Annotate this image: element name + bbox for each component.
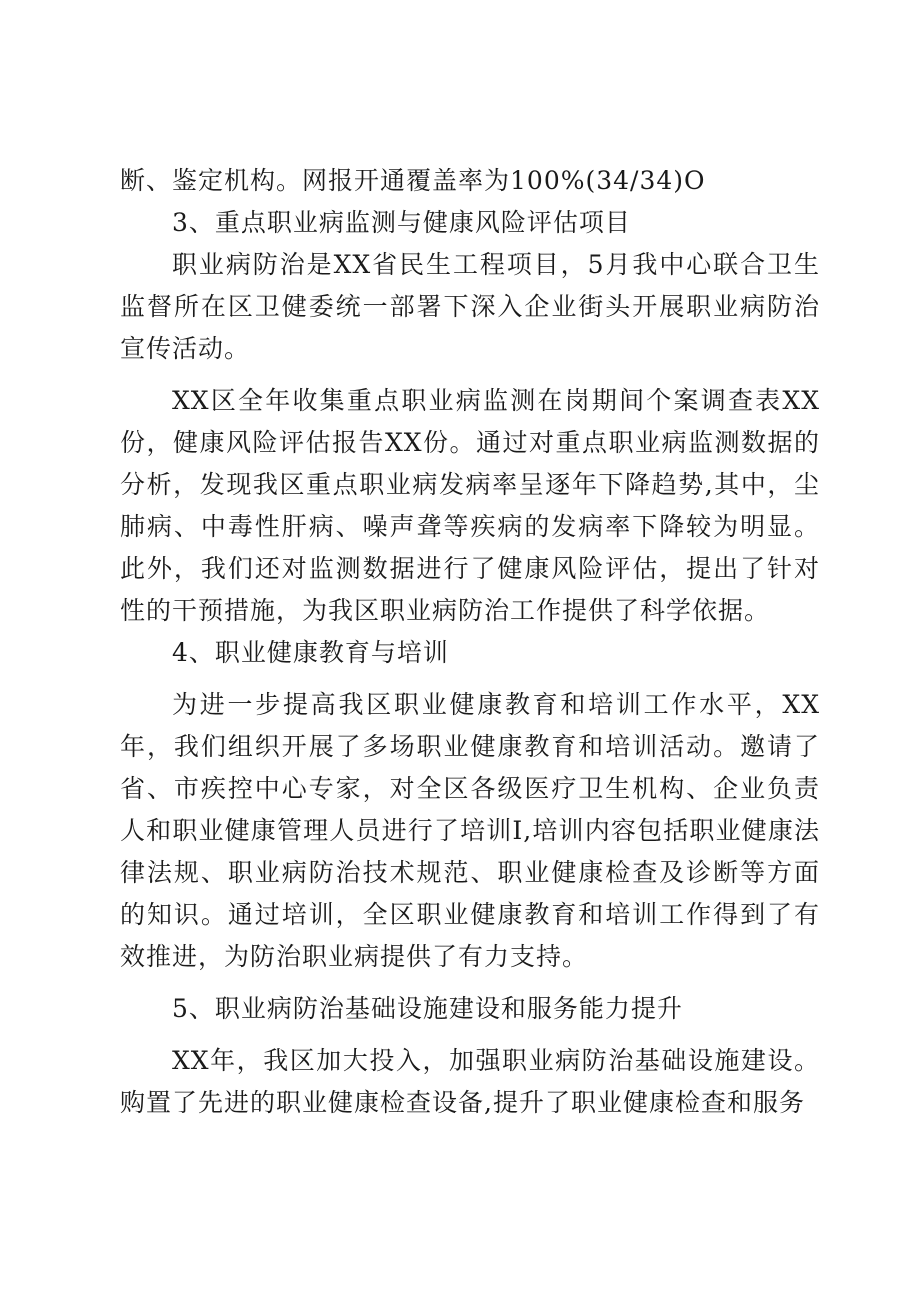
document-body: [120, 160, 820, 1124]
paragraph-continuation: 断、鉴定机构。网报开通覆盖率为100%(34/34)O: [120, 166, 706, 195]
paragraph: 为进一步提高我区职业健康教育和培训工作水平，XX年，我们组织开展了多场职业健康教育和培训活动。邀请了省、市疾控中心专家，对全区各级医疗卫生机构、企业负责人和职业健康管理人员进行了培训I,培训内容包括职业健康法律法规、职业病防治技术规范、职业健康检查及诊断等方面的知识。通过培训，全区职业健康教育和培训工作得到了有效推进，为防治职业病提供了有力支持。: [120, 690, 820, 971]
section-heading-3: 3、重点职业病监测与健康风险评估项目: [172, 208, 631, 237]
paragraph: 职业病防治是XX省民生工程项目，5月我中心联合卫生监督所在区卫健委统一部署下深入企业街头开展职业病防治宣传活动。: [120, 250, 820, 363]
section-heading-5: 5、职业病防治基础设施建设和服务能力提升: [172, 994, 683, 1023]
paragraph: XX年，我区加大投入，加强职业病防治基础设施建设。购置了先进的职业健康检查设备,提升了职业健康检查和服务: [120, 1046, 820, 1117]
section-heading-4: 4、职业健康教育与培训: [172, 638, 449, 667]
paragraph: XX区全年收集重点职业病监测在岗期间个案调查表XX份，健康风险评估报告XX份。通过对重点职业病监测数据的分析，发现我区重点职业病发病率呈逐年下降趋势,其中，尘肺病、中毒性肝病、噪声聋等疾病的发病率下降较为明显。此外，我们还对监测数据进行了健康风险评估，提出了针对性的干预措施，为我区职业病防治工作提供了科学依据。: [120, 386, 820, 625]
